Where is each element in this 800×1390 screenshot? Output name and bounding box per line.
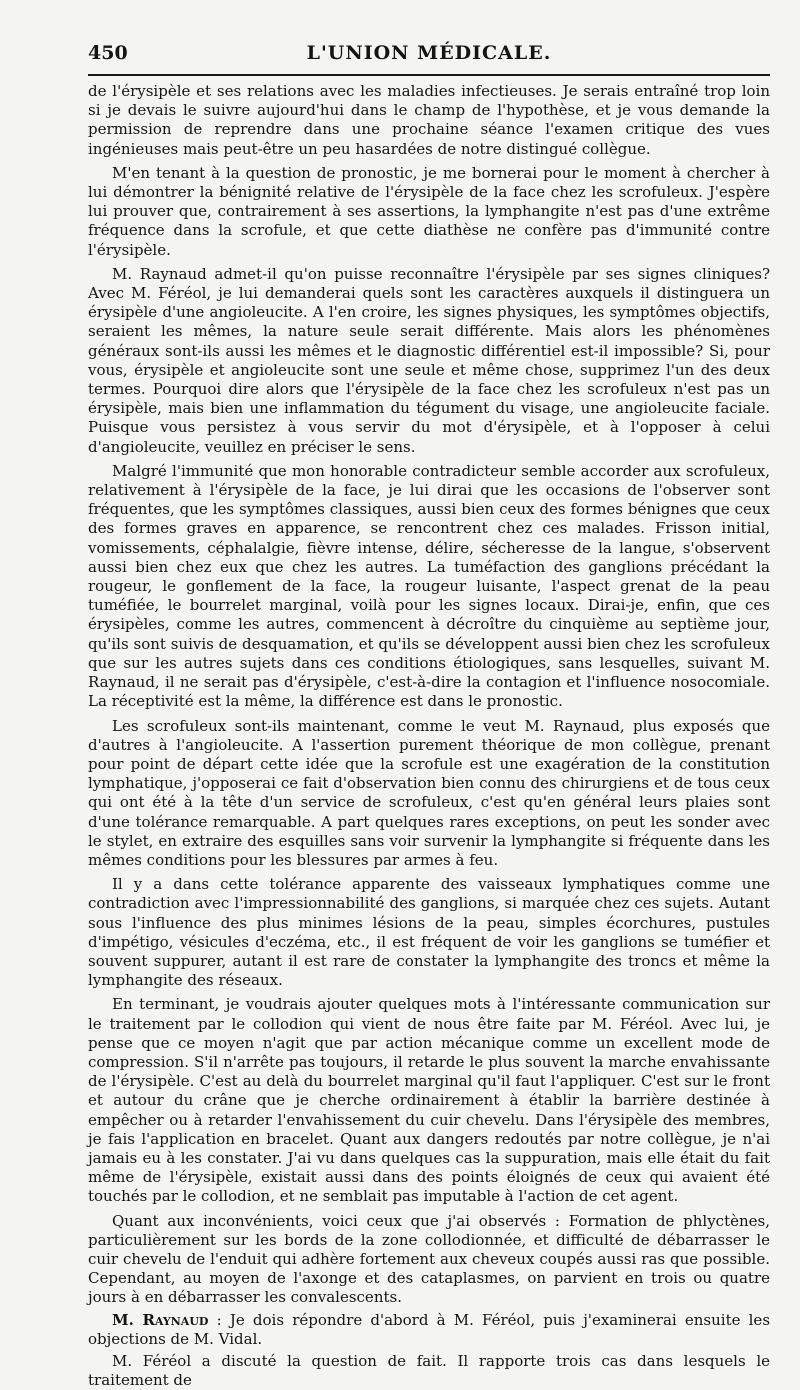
discussion-continuation: M. Féréol a discuté la question de fait. Il rapporte trois cas dans lesquels le traitement de — [88, 1352, 770, 1390]
paragraph-5: Les scrofuleux sont-ils maintenant, comme le veut M. Raynaud, plus exposés que d'autres à l'angioleucite. A l'assertion purement théorique de mon collègue, prenant pour point de départ cette idée que la scrofule est une exagération de la constitution lymphatique, j'opposerai ce fait d'observation bien connu des chirurgiens et de tous ceux qui ont été à la tête d'un service de scrofuleux, c'est qu'en général leurs plaies sont d'une tolérance remarquable. A part quelques rares exceptions, on peut les sonder avec le stylet, en extraire des esquilles sans voir survenir la lymphangite si fréquente dans les mêmes conditions pour les blessures par armes à feu. — [88, 716, 770, 869]
article-body — [88, 82, 770, 1390]
discussion-reply — [88, 1311, 770, 1349]
paragraph-7: En terminant, je voudrais ajouter quelques mots à l'intéressante communication sur le traitement par le collodion qui vient de nous être faite par M. Féréol. Avec lui, je pense que ce moyen n'agit que par action mécanique comme un excellent mode de compression. S'il n'arrête pas toujours, il retarde le plus souvent la marche envahissante de l'érysipèle. C'est au delà du bourrelet marginal qu'il faut l'appliquer. C'est sur le front et autour du crâne que je cherche ordinairement à établir la barrière destinée à empêcher ou à retarder l'envahissement du cuir chevelu. Dans l'érysipèle des membres, je fais l'application en bracelet. Quant aux dangers redoutés par notre collègue, je n'ai jamais eu à les constater. J'ai vu dans quelques cas la suppuration, mais elle était du fait même de l'érysipèle, existait aussi dans des points éloignés de ceux qui avaient été touchés par le collodion, et ne semblait pas imputable à l'action de cet agent. — [88, 995, 770, 1206]
reply-text: : Je dois répondre d'abord à M. Féréol, puis j'examinerai ensuite les objections de M. Vidal. — [88, 1310, 771, 1348]
page-number: 450 — [88, 42, 128, 64]
running-head — [88, 40, 770, 70]
speaker-name: M. Raynaud — [112, 1310, 209, 1329]
paragraph-8: Quant aux inconvénients, voici ceux que j'ai observés : Formation de phlyctènes, particulièrement sur les bords de la zone collodionnée, et difficulté de débarrasser le cuir chevelu de l'enduit qui adhère fortement aux cheveux coupés aussi ras que possible. Cependant, au moyen de l'axonge et des cataplasmes, on parvient en trois ou quatre jours à en débarrasser les convalescents. — [88, 1211, 770, 1307]
paragraph-2: M'en tenant à la question de pronostic, je me bornerai pour le moment à chercher à lui démontrer la bénignité relative de l'érysipèle de la face chez les scrofuleux. J'espère lui prouver que, contrairement à ses assertions, la lymphangite n'est pas d'une extrême fréquence dans la scrofule, et que cette diathèse ne confère pas d'immunité contre l'érysipèle. — [88, 163, 770, 259]
paragraph-1: de l'érysipèle et ses relations avec les maladies infectieuses. Je serais entraîné trop loin si je devais le suivre aujourd'hui dans le champ de l'hypothèse, et je vous demande la permission de reprendre dans une prochaine séance l'examen critique des vues ingénieuses mais peut-être un peu hasardées de notre distingué collègue. — [88, 82, 770, 158]
header-rule — [88, 74, 770, 76]
paragraph-6: Il y a dans cette tolérance apparente des vaisseaux lymphatiques comme une contradiction avec l'impressionnabilité des ganglions, si marquée chez ces sujets. Autant sous l'influence des plus minimes lésions de la peau, simples écorchures, pustules d'impétigo, vésicules d'eczéma, etc., il est fréquent de voir les ganglions se tuméfier et souvent suppurer, autant il est rare de constater la lymphangite des troncs et même la lymphangite des réseaux. — [88, 875, 770, 990]
paragraph-3: M. Raynaud admet-il qu'on puisse reconnaître l'érysipèle par ses signes cliniques? Avec M. Féréol, je lui demanderai quels sont les caractères auxquels il distinguera un érysipèle d'une angioleucite. A l'en croire, les signes physiques, les symptômes objectifs, seraient les mêmes, la nature seule serait différente. Mais alors les phénomènes généraux sont-ils aussi les mêmes et le diagnostic différentiel est-il impossible? Si, pour vous, érysipèle et angioleucite sont une seule et même chose, supprimez l'un des deux termes. Pourquoi dire alors que l'érysipèle de la face chez les scrofuleux n'est pas un érysipèle, mais bien une inflammation du tégument du visage, une angioleucite faciale. Puisque vous persistez à vous servir du mot d'érysipèle, et à l'opposer à celui d'angioleucite, veuillez en préciser le sens. — [88, 264, 770, 456]
journal-title: L'UNION MÉDICALE. — [306, 42, 552, 64]
paragraph-4: Malgré l'immunité que mon honorable contradicteur semble accorder aux scrofuleux, relativement à l'érysipèle de la face, je lui dirai que les occasions de l'observer sont fréquentes, que les symptômes classiques, aussi bien ceux des formes bénignes que ceux des formes graves en apparence, se rencontrent chez ces malades. Frisson initial, vomissements, céphalalgie, fièvre intense, délire, sécheresse de la langue, s'observent aussi bien chez eux que chez les autres. La tuméfaction des ganglions précédant la rougeur, le gonflement de la face, la rougeur luisante, l'aspect grenat de la peau tuméfiée, le bourrelet marginal, voilà pour les signes locaux. Dirai-je, enfin, que ces érysipèles, comme les autres, commencent à décroître du cinquième au septième jour, qu'ils sont suivis de desquamation, et qu'ils se développent aussi bien chez les scrofuleux que sur les autres sujets dans ces conditions étiologiques, sans lesquelles, suivant M. Raynaud, il ne serait pas d'érysipèle, c'est-à-dire la contagion et l'influence nosocomiale. La réceptivité est la même, la différence est dans le pronostic. — [88, 461, 770, 711]
